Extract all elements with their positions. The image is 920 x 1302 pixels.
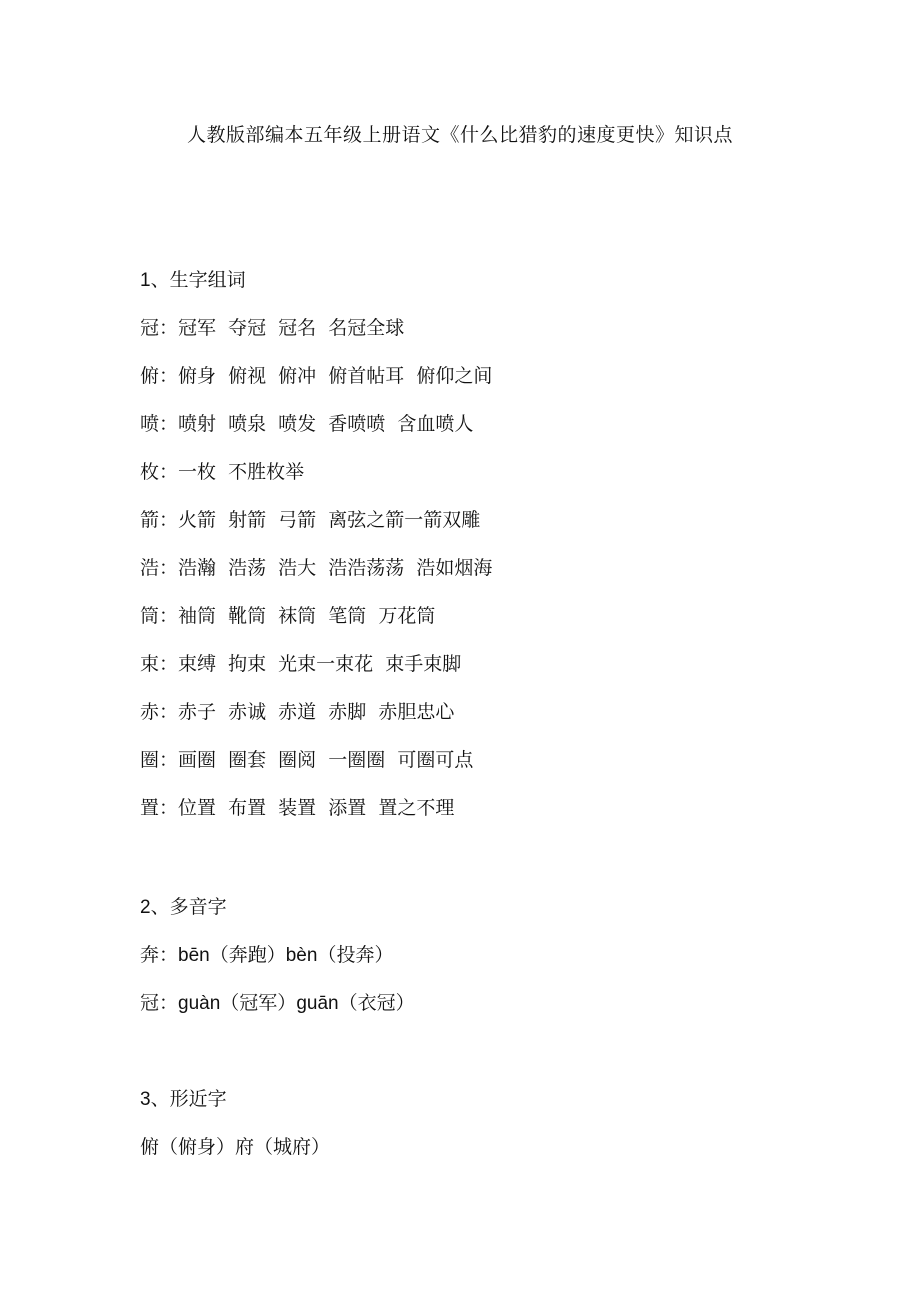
vocab-line: 圈：画圈 圈套 圈阅 一圈圈 可圈可点 bbox=[140, 749, 474, 771]
polyphone-line bbox=[140, 940, 840, 988]
vocab-line: 箭：火箭 射箭 弓箭 离弦之箭一箭双雕 bbox=[140, 509, 481, 531]
section-number: 2 bbox=[140, 897, 151, 918]
pinyin: bēn bbox=[178, 945, 210, 966]
section-heading bbox=[140, 265, 840, 313]
vocab-line: 束：束缚 拘束 光束一束花 束手束脚 bbox=[140, 653, 462, 675]
polyphone-line bbox=[140, 988, 840, 1036]
section-vocabulary bbox=[140, 265, 840, 841]
section-title: 、多音字 bbox=[150, 896, 227, 918]
example-word: （衣冠） bbox=[338, 992, 415, 1014]
pinyin: guān bbox=[296, 993, 339, 1014]
polyphone-char: 冠： bbox=[140, 992, 179, 1014]
vocab-line: 喷：喷射 喷泉 喷发 香喷喷 含血喷人 bbox=[140, 413, 474, 435]
example-word: （投奔） bbox=[317, 944, 394, 966]
vocab-line: 置：位置 布置 装置 添置 置之不理 bbox=[140, 797, 455, 819]
section-title: 、形近字 bbox=[150, 1088, 227, 1110]
polyphone-char: 奔： bbox=[140, 944, 179, 966]
vocab-line: 筒：袖筒 靴筒 袜筒 笔筒 万花筒 bbox=[140, 605, 436, 627]
pinyin: guàn bbox=[178, 993, 221, 1014]
similar-char-line: 俯（俯身）府（城府） bbox=[140, 1136, 331, 1158]
document-title: 人教版部编本五年级上册语文《什么比猎豹的速度更快》知识点 bbox=[186, 124, 733, 146]
section-similar-characters bbox=[140, 1084, 840, 1180]
vocab-line: 冠：冠军 夺冠 冠名 名冠全球 bbox=[140, 317, 405, 339]
example-word: （奔跑） bbox=[209, 944, 286, 966]
section-number: 1 bbox=[140, 270, 151, 291]
section-number: 3 bbox=[140, 1089, 151, 1110]
vocab-line: 浩：浩瀚 浩荡 浩大 浩浩荡荡 浩如烟海 bbox=[140, 557, 493, 579]
vocab-line: 枚：一枚 不胜枚举 bbox=[140, 461, 305, 483]
section-heading bbox=[140, 1084, 840, 1132]
vocab-line: 俯：俯身 俯视 俯冲 俯首帖耳 俯仰之间 bbox=[140, 365, 493, 387]
pinyin: bèn bbox=[285, 945, 318, 966]
section-title: 、生字组词 bbox=[150, 269, 246, 291]
vocab-line: 赤：赤子 赤诚 赤道 赤脚 赤胆忠心 bbox=[140, 701, 455, 723]
section-heading bbox=[140, 892, 840, 940]
section-polyphones bbox=[140, 892, 840, 1036]
example-word: （冠军） bbox=[220, 992, 297, 1014]
